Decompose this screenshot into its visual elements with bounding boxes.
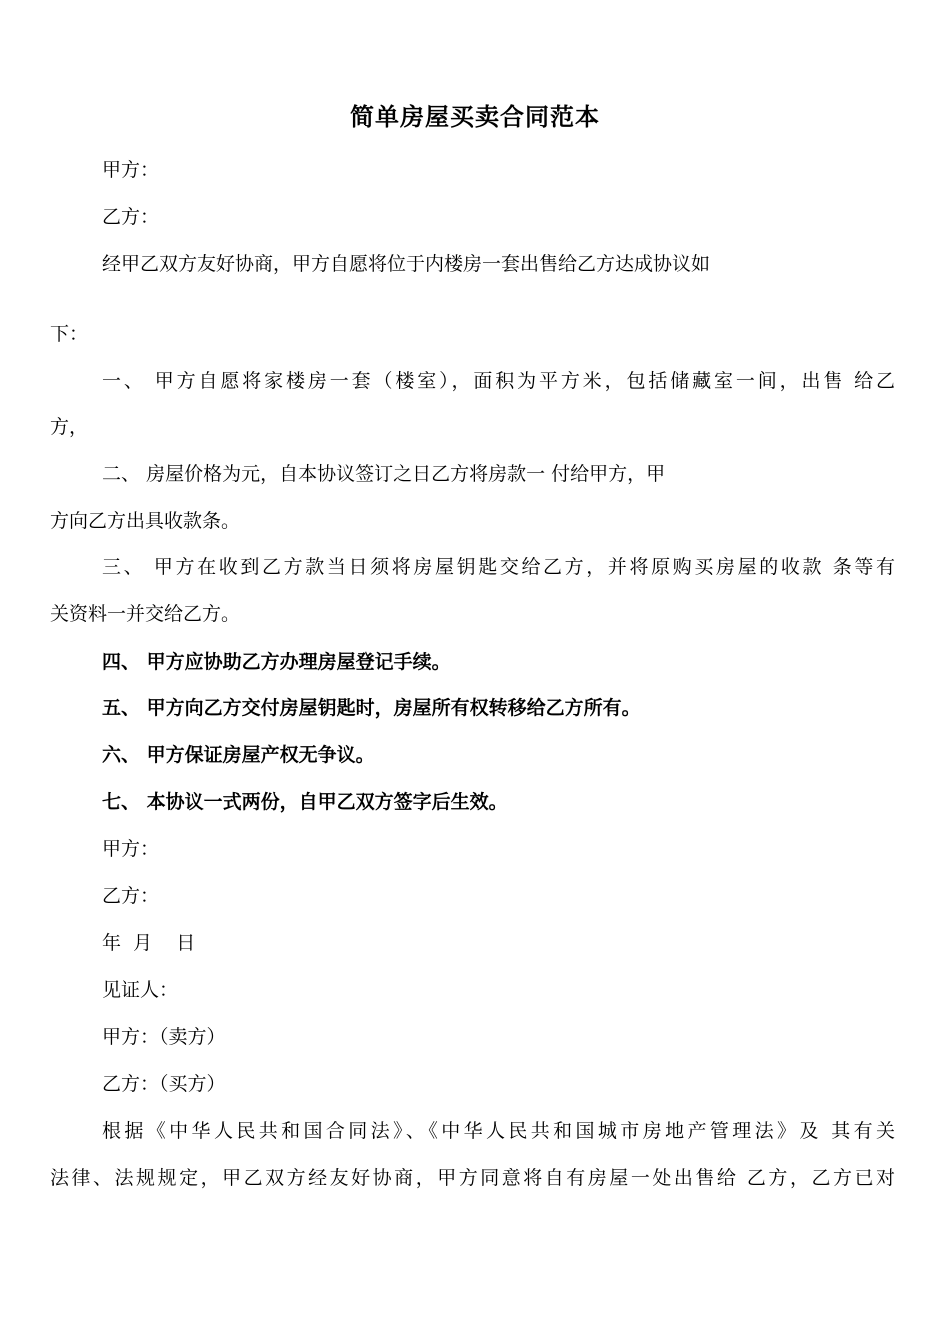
clause-7-number: 七、 (102, 791, 141, 813)
clause-6 (102, 741, 375, 769)
clause-5 (102, 694, 641, 722)
clause-2-number: 二、 (102, 463, 141, 485)
clause-4-number: 四、 (102, 651, 141, 673)
clause-3-line-2: 关资料一并交给乙方。 (50, 603, 241, 625)
clause-4 (102, 648, 451, 676)
signature-party-a: 甲方： (102, 838, 160, 860)
seller-label: 甲方：（卖方） (102, 1026, 226, 1048)
clause-3-text: 甲方在收到乙方款当日须将房屋钥匙交给乙方，并将原购买房屋的收款 条等有 (153, 556, 895, 578)
clause-1-number: 一、 (102, 370, 146, 392)
clause-3-number: 三、 (102, 556, 146, 578)
witness-label: 见证人： (102, 979, 179, 1001)
basis-paragraph-line-2: 法律、法规规定，甲乙双方经友好协商，甲方同意将自有房屋一处出售给 乙方，乙方已对 (50, 1167, 895, 1189)
intro-paragraph-line-1: 经甲乙双方友好协商，甲方自愿将位于内楼房一套出售给乙方达成协议如 (102, 253, 711, 275)
party-b-label: 乙方： (102, 206, 160, 228)
clause-5-text: 甲方向乙方交付房屋钥匙时，房屋所有权转移给乙方所有。 (146, 697, 641, 719)
clause-1-line-1 (102, 367, 895, 395)
clause-1-line-2: 方， (50, 416, 89, 438)
clause-1-text: 甲方自愿将家楼房一套（楼室），面积为平方米，包括储藏室一间，出售 给乙 (154, 370, 895, 392)
clause-2-line-1 (102, 460, 665, 488)
clause-6-number: 六、 (102, 744, 141, 766)
basis-paragraph-line-1: 根据《中华人民共和国合同法》、《中华人民共和国城市房地产管理法》及 其有关 (102, 1120, 895, 1142)
party-a-label: 甲方： (102, 159, 160, 181)
buyer-label: 乙方：（买方） (102, 1073, 226, 1095)
clause-7 (102, 788, 508, 816)
signature-date: 年 月 日 (102, 932, 196, 954)
clause-2-text: 房屋价格为元，自本协议签订之日乙方将房款一 付给甲方，甲 (146, 463, 666, 485)
clause-7-text: 本协议一式两份，自甲乙双方签字后生效。 (146, 791, 508, 813)
clause-2-line-2: 方向乙方出具收款条。 (50, 510, 241, 532)
clause-4-text: 甲方应协助乙方办理房屋登记手续。 (146, 651, 451, 673)
clause-5-number: 五、 (102, 697, 141, 719)
signature-party-b: 乙方： (102, 885, 160, 907)
intro-paragraph-line-2: 下： (50, 323, 89, 345)
clause-3-line-1 (102, 553, 895, 581)
clause-6-text: 甲方保证房屋产权无争议。 (146, 744, 375, 766)
document-title: 简单房屋买卖合同范本 (350, 102, 600, 131)
